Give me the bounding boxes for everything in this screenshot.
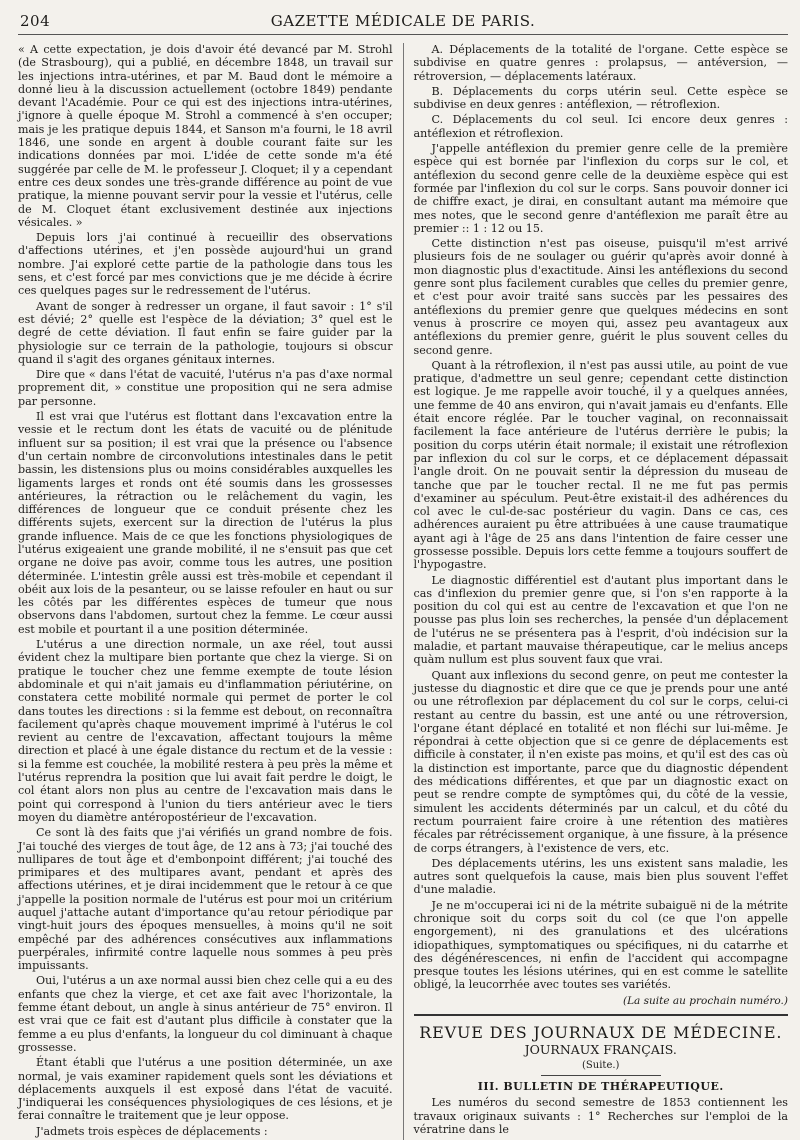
- paragraph: Des déplacements utérins, les uns existent sans maladie, les autres sont quelquefois la cause, mais bien plus souvent l'effet d'une maladie.: [413, 856, 788, 897]
- paragraph: Il est vrai que l'utérus est flottant dans l'excavation entre la vessie et le rectum dont les états de vacuité ou de plénitude influent sur sa position; il est vrai que la présence ou l'absence d'un certain nombre de circonvolutions intestinales dans le petit bassin, les distensions plus ou moins considérables auxquelles les ligaments larges et ronds ont été soumis dans les grossesses antérieures, la rétraction ou le relâchement du vagin, les différences de longueur que ce conduit présente chez les différents sujets, exercent sur la direction de l'utérus la plus grande influence. Mais de ce que les fonctions physiologiques de l'utérus exigeaient une grande mobilité, il ne s'ensuit pas que cet organe ne doive pas avoir, comme tous les autres, une position déterminée. L'intestin grêle aussi est très-mobile et cependant il obéit aux lois de la pesanteur, ou se laisse refouler en haut ou sur les côtés par les différentes espèces de tumeur que nous observons dans l'abdomen, surtout chez la femme. Le cœur aussi est mobile et pourtant il a une position déterminée.: [18, 410, 393, 636]
- section-title: REVUE DES JOURNAUX DE MÉDECINE.: [419, 1023, 783, 1043]
- paragraph: Ce sont là des faits que j'ai vérifiés un grand nombre de fois. J'ai touché des vierges de tout âge, de 12 ans à 73; j'ai touché des nullipares de tout âge et d'embonpoint différent; j'ai touché des primipares et des multipares avant, pendant et après des affections utérines, et je dirai incidemment que le retour à ce que j'appelle la position normale de l'utérus est pour moi un critérium auquel j'attache autant d'importance qu'au retour périodique par vingt-huit jours des époques mensuelles, à moins qu'il ne soit empêché par des adhérences consécutives aux inflammations puerpérales, infirmité contre laquelle nous sommes à peu près impuissants.: [18, 826, 393, 973]
- paragraph: J'admets trois espèces de déplacements :: [36, 1124, 268, 1138]
- journal-title: GAZETTE MÉDICALE DE PARIS.: [270, 12, 536, 30]
- paragraph: A. Déplacements de la totalité de l'organe. Cette espèce se subdivise en quatre genres : prolapsus, — antéversion, — rétroversion, — déplacements latéraux.: [413, 43, 788, 83]
- paragraph: Dire que « dans l'état de vacuité, l'utérus n'a pas d'axe normal proprement dit, » constitue une proposition qui ne sera admise par personne.: [18, 368, 393, 408]
- header-rule: [18, 34, 788, 35]
- paragraph: Étant établi que l'utérus a une position déterminée, un axe normal, je vais examiner rapidement quels sont les déviations et déplacements auxquels il est exposé dans l'état de vacuité. J'indiquerai les conséquences physiologiques de ces lésions, et je ferai connaître le traitement que je leur oppose.: [18, 1056, 393, 1123]
- paragraph: Le diagnostic différentiel est d'autant plus important dans le cas d'inflexion du premier genre que, si l'on s'en rapporte à la position du col qui est au centre de l'excavation et que l'on ne pousse pas plus loin ses recherches, la pensée d'un déplacement de l'utérus ne se présentera pas à l'esprit, d'où indécision sur la maladie, et partant mauvaise thérapeutique, car le melius anceps quàm nullum est plus souvent faux que vrai.: [413, 573, 788, 667]
- paragraph: Oui, l'utérus a un axe normal aussi bien chez celle qui a eu des enfants que chez la vierge, et cet axe fait avec l'horizontale, la femme étant debout, un angle à sinus antérieur de 75° environ. Il est vrai que ce fait est d'autant plus difficile à constater que la femme a eu plus d'enfants, la longueur du col diminuant à chaque grossesse.: [18, 974, 393, 1054]
- page-number: 204: [20, 12, 51, 30]
- section-rule-thin: [541, 1075, 661, 1076]
- section-heading: III. BULLETIN DE THÉRAPEUTIQUE.: [477, 1079, 724, 1093]
- continuation-note: (La suite au prochain numéro.): [622, 994, 788, 1007]
- paragraph: L'utérus a une direction normale, un axe réel, tout aussi évident chez la multipare bien portante que chez la vierge. Si on pratique le toucher chez une femme exempte de toute lésion abdominale et qui n'ait jamais eu d'inflammation périutérine, on constatera cette mobilité normale qui permet de porter le col dans toutes les directions : si la femme est debout, on reconnaîtra facilement qu'après chaque mouvement imprimé à l'utérus le col revient au centre de l'excavation, affectant toujours la même direction et placé à une égale distance du rectum et de la vessie : si la femme est couchée, la mobilité restera à peu près la même et l'utérus reprendra la position que lui avait fait perdre le doigt, le col étant alors non plus au centre de l'excavation mais dans le point qui correspond à l'union du tiers antérieur avec le tiers moyen du diamètre antéropostérieur de l'excavation.: [18, 638, 393, 824]
- section-subtitle: JOURNAUX FRANÇAIS.: [524, 1042, 677, 1058]
- paragraph: Depuis lors j'ai continué à recueillir des observations d'affections utérines, et j'en possède aujourd'hui un grand nombre. J'ai exploré cette partie de la pathologie dans tous les sens, et c'est forcé par mes convictions que je me décide à écrire ces quelques pages sur le redressement de l'utérus.: [18, 231, 393, 298]
- paragraph: Avant de songer à redresser un organe, il faut savoir : 1° s'il est dévié; 2° quelle est l'espèce de la déviation; 3° quel est le degré de cette déviation. Il faut enfin se faire guider par la physiologie sur ce terrain de la pathologie, toujours si obscur quand il s'agit des organes génitaux internes.: [18, 299, 393, 366]
- paragraph: « A cette expectation, je dois d'avoir été devancé par M. Strohl (de Strasbourg), qui a publié, en décembre 1848, un travail sur les injections intra-utérines, et par M. Baud dont le mémoire a donné lieu à la discussion actuellement (octobre 1849) pendante devant l'Académie. Pour ce qui est des injections intra-utérines, j'ignore à quelle époque M. Strohl a commencé à s'en occuper; mais je les pratique depuis 1844, et Sanson m'a fourni, le 18 avril 1846, une sonde en argent à double courant faite sur les indications données par moi. L'idée de cette sonde m'a été suggérée par celle de M. le professeur J. Cloquet; il y a cependant entre ces deux sondes une très-grande différence au point de vue pratique, la mienne pouvant servir pour la vessie et l'utérus, celle de M. Cloquet étant exclusivement destinée aux injections vésicales. »: [18, 43, 393, 229]
- left-column: [18, 43, 403, 1140]
- paragraph: C. Déplacements du col seul. Ici encore deux genres : antéflexion et rétroflexion.: [413, 113, 788, 140]
- section-rule: [414, 1014, 789, 1016]
- paragraph: Quant à la rétroflexion, il n'est pas aussi utile, au point de vue pratique, d'admettre un seul genre; cependant cette distinction est logique. Je me rappelle avoir touché, il y a quelques années, une femme de 40 ans environ, qui n'avait jamais eu d'enfants. Elle était encore réglée. Par le toucher vaginal, on reconnaissait facilement la face antérieure de l'utérus derrière le pubis; la position du corps utérin était normale; il existait une rétroflexion par inflexion du col sur le corps, et ce déplacement dépassait l'angle droit. On ne pouvait sentir la dépression du museau de tanche que par le toucher rectal. Il ne me fut pas permis d'examiner au spéculum. Peut-être existait-il des adhérences du col avec le cul-de-sac postérieur du vagin. Dans ce cas, ces adhérences auraient pu être attribuées à une cause traumatique ayant agi à l'âge de 25 ans dans l'intention de faire cesser une grossesse possible. Depuis lors cette femme a toujours souffert de l'hypogastre.: [413, 358, 788, 572]
- right-column: [403, 43, 789, 1140]
- paragraph: J'appelle antéflexion du premier genre celle de la première espèce qui est bornée par l'inflexion du corps sur le col, et antéflexion du second genre celle de la deuxième espèce qui est formée par l'inflexion du col sur le corps. Sans pouvoir donner ici de chiffre exact, je dirai, en consultant autant ma mémoire que mes notes, que le second genre d'antéflexion me paraît être au premier :: 1 : 12 ou 15.: [413, 142, 788, 235]
- columns: [18, 43, 788, 1140]
- paragraph: Les numéros du second semestre de 1853 contiennent les travaux originaux suivants : 1° Recherches sur l'emploi de la vératrine dans le: [413, 1096, 788, 1136]
- paragraph: Je ne m'occuperai ici ni de la métrite subaiguë ni de la métrite chronique soit du corps soit du col (ce que l'on appelle engorgement), ni des granulations et des ulcérations idiopathiques, symptomatiques ou spécifiques, ni du catarrhe et des dégénérescences, ni enfin de l'accident qui accompagne presque toutes les lésions utérines, qui en est comme le satellite obligé, la leucorrhée avec toutes ses variétés.: [413, 898, 788, 992]
- running-head: [18, 10, 788, 32]
- paragraph: Quant aux inflexions du second genre, on peut me contester la justesse du diagnostic et dire que ce que je prends pour une anté ou une rétroflexion par déplacement du col sur le corps, celui-ci restant au centre du bassin, est une anté ou une rétroversion, l'organe étant déplacé en totalité et non fléchi sur lui-même. Je répondrai à cette objection que si ce genre de déplacements est difficile à constater, il n'en existe pas moins, et qu'il est des cas où la distinction est importante, parce que du diagnostic dépendent des médications différentes, et que par un diagnostic exact on peut se rendre compte de symptômes qui, du côté de la vessie, simulent les accidents déterminés par un calcul, et du côté du rectum pourraient faire croire à une rétention des matières fécales par rétrécissement organique, à une fissure, à la présence de corps étrangers, à l'existence de vers, etc.: [413, 668, 788, 855]
- section-suite: (Suite.): [582, 1059, 620, 1071]
- paragraph: B. Déplacements du corps utérin seul. Cette espèce se subdivise en deux genres : antéflexion, — rétroflexion.: [413, 84, 788, 112]
- paragraph: Cette distinction n'est pas oiseuse, puisqu'il m'est arrivé plusieurs fois de ne soulager ou guérir qu'après avoir donné à mon diagnostic plus d'exactitude. Ainsi les antéflexions du second genre sont plus facilement curables que celles du premier genre, et c'est pour avoir traité sans succès par les pessaires des antéflexions du premier genre que quelques médecins en sont venus à proscrire ce moyen qui, assez peu avantageux aux antéflexions du premier genre, guérit le plus souvent celles du second genre.: [413, 237, 788, 357]
